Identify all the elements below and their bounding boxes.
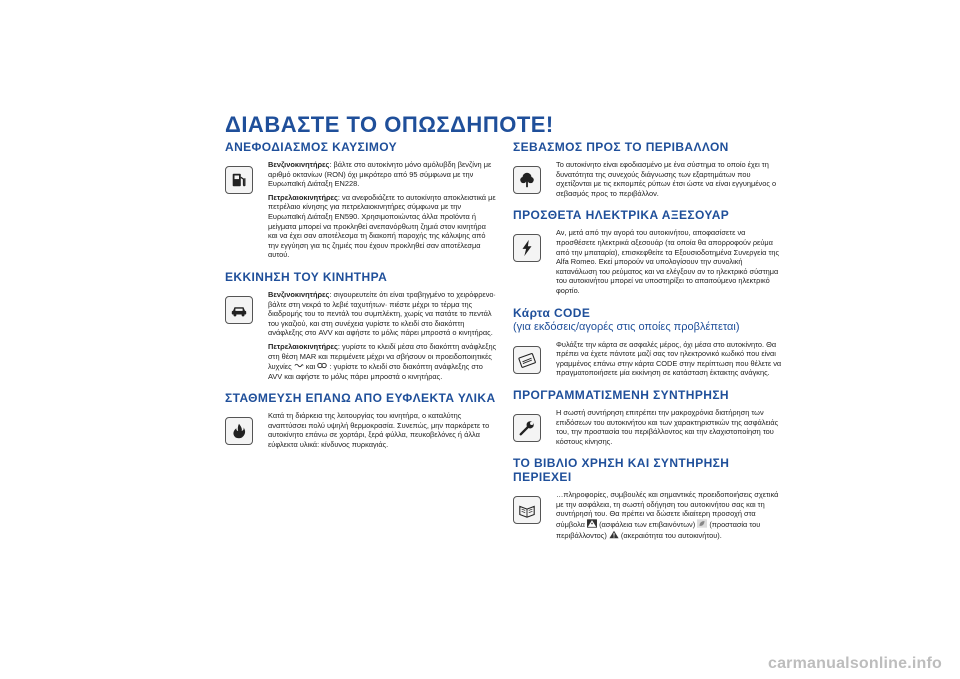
section-title-electrical: ΠΡΟΣΘΕΤΑ ΗΛΕΚΤΡΙΚΑ ΑΞΕΣΟΥΑΡ: [513, 208, 730, 223]
left-column: [225, 140, 497, 460]
fuel-petrol-label: Βενζινοκινητήρες: [268, 160, 330, 169]
environment-leaf-icon: [697, 519, 707, 528]
manual-text-d: (ακεραιότητα του αυτοκινήτου).: [620, 530, 722, 540]
section-manual: [513, 456, 785, 544]
start-diesel-text-a: : γυρίστε το κλειδί μέσα στο διακόπτη ανάφλεξης στη θέση MAR και περιμένετε μέχρι να σβήσουν οι προειδοποιητικές λυχνίες: [268, 341, 497, 372]
book-icon: [513, 496, 541, 524]
section-title-manual: ΤΟ ΒΙΒΛΙΟ ΧΡΗΣΗ ΚΑΙ ΣΥΝΤΗΡΗΣΗ ΠΕΡΙΕΧΕΙ: [513, 456, 730, 485]
environment-text: [556, 160, 785, 202]
flame-icon: [225, 417, 253, 445]
section-title-maintenance: ΠΡΟΓΡΑΜΜΑΤΙΣΜΕΝΗ ΣΥΝΤΗΡΗΣΗ: [513, 387, 729, 402]
section-title-parking: ΣΤΑΘΜΕΥΣΗ ΕΠΑΝΩ ΑΠΟ ΕΥΦΛΕΚΤΑ ΥΛΙΚΑ: [225, 391, 496, 406]
start-diesel-label: Πετρελαιοκινητήρες: [268, 341, 338, 351]
section-title-environment: ΣΕΒΑΣΜΟΣ ΠΡΟΣ ΤΟ ΠΕΡΙΒΑΛΛΟΝ: [513, 140, 729, 154]
maintenance-text: [556, 408, 785, 450]
manual-text-b: (ασφάλεια των επιβαινόντων): [599, 520, 696, 530]
right-column: [513, 140, 785, 550]
manual-text: [556, 490, 785, 544]
section-code: [513, 306, 785, 382]
glow-plug-icon: [294, 361, 304, 370]
start-diesel-text-b: : γυρίστε το κλειδί στο διακόπτη ανάφλεξης στο AVV και αφήστε το μόλις πάρει μπροστά ο κινητήρας.: [268, 362, 483, 381]
parking-text: [268, 411, 497, 453]
wrench-icon: [513, 414, 541, 442]
section-title-code: [513, 306, 785, 334]
warning-person-icon: [587, 519, 597, 528]
warning-lamp-icon: [317, 361, 327, 370]
section-parking: [225, 391, 497, 453]
electrical-paragraph: Αν, μετά από την αγορά του αυτοκινήτου, αποφασίσετε να προσθέσετε ηλεκτρικά αξεσουάρ (τα οποία θα απορροφούν ρεύμα από την μπαταρία), επισκεφθείτε τα Εξουσιοδοτημένα Συνεργεία της Alfa Romeo. Εκεί μπορούν να υπολογίσουν την συνολική κατανάλωση του ρεύματος και να ελέγξουν αν το ηλεκτρικό σύστημα του αυτοκινήτου μπορεί να υποστηρίξει το απαιτούμενο ηλεκτρικό φορτίο.: [556, 228, 780, 295]
parking-paragraph: Κατά τη διάρκεια της λειτουργίας του κινητήρα, ο καταλύτης αναπτύσσει πολύ υψηλή θερμοκρασία. Συνεπώς, μην παρκάρετε το αυτοκίνητο επάνω σε χορτάρι, ξερά φύλλα, πευκοβελόνες ή άλλα εύφλεκτα υλικά: κίνδυνος πυρκαγιάς.: [268, 411, 490, 450]
lightning-icon: [513, 234, 541, 262]
car-icon: [225, 296, 253, 324]
start-text: [268, 290, 497, 385]
page-title: ΔΙΑΒΑΣΤΕ ΤΟ ΟΠΩΣΔΗΠΟΤΕ!: [225, 112, 554, 137]
fuel-text: [268, 160, 497, 264]
fuel-pump-icon: [225, 166, 253, 194]
section-title-start: ΕΚΚΙΝΗΣΗ ΤΟΥ ΚΙΝΗΤΗΡΑ: [225, 269, 388, 284]
section-start: [225, 270, 497, 385]
environment-paragraph: Το αυτοκίνητο είναι εφοδιασμένο με ένα σύστημα το οποίο έχει τη δυνατότητα της συνεχούς διάγνωσης των εξαρτημάτων που σχετίζονται με τις εκπομπές ρύπων έτσι ώστε να είναι εγγυημένος ο σεβασμός προς το περιβάλλον.: [556, 160, 777, 198]
fuel-diesel-text: : να ανεφοδιάζετε το αυτοκίνητο αποκλειστικά με πετρέλαιο κίνησης για πετρελαιοκινητήρες σύμφωνα με την Ευρωπαϊκή Διάταξη EN590. Χρησιμοποιώντας άλλα προϊόντα ή μείγματα μπορεί να προκληθεί ανεπανόρθωτη ζημιά στον κινητήρα και να έχει σαν αποτέλεσμα τη διακοπή παροχής της κάλυψης από την εγγύηση για τις ζημιές που έχουν προκληθεί σαν αποτέλεσμα αυτού.: [268, 192, 496, 260]
code-card-icon: [513, 346, 541, 374]
start-petrol-label: Βενζινοκινητήρες: [268, 289, 330, 299]
section-electrical: [513, 208, 785, 299]
start-diesel-and: και: [305, 362, 316, 372]
maintenance-paragraph: Η σωστή συντήρηση επιτρέπει την μακροχρόνια διατήρηση των επιδόσεων του αυτοκινήτου και των χαρακτηριστικών της ασφάλειάς του, την προστασία του περιβάλλοντος και την ελαχιστοποίηση του κόστους κίνησης.: [556, 407, 779, 446]
warning-triangle-icon: [609, 530, 619, 539]
code-text: [556, 340, 785, 382]
fuel-petrol-text: : βάλτε στο αυτοκίνητο μόνο αμόλυβδη βενζίνη με αριθμό οκτανίων (RON) όχι μικρότερο από 95 σύμφωνα με την Ευρωπαϊκή Διάταξη EN228.: [268, 160, 492, 189]
code-subtitle: (για εκδόσεις/αγορές στις οποίες προβλέπεται): [513, 320, 740, 333]
section-environment: [513, 140, 785, 202]
fuel-diesel-label: Πετρελαιοκινητήρες: [268, 192, 338, 202]
code-paragraph: Φυλάξτε την κάρτα σε ασφαλές μέρος, όχι μέσα στο αυτοκίνητο. Θα πρέπει να έχετε πάντοτε μαζί σας τον ηλεκτρονικό κωδικό που είναι γραμμένος επάνω στην κάρτα CODE στην περίπτωση που θέλετε να πραγματοποιήσετε μία εκκίνηση σε κατάσταση έκτακτης ανάγκης.: [556, 339, 782, 378]
manual-text-c: (προστασία του περιβάλλοντος): [556, 520, 761, 540]
code-title: Κάρτα CODE: [513, 305, 591, 320]
tree-icon: [513, 166, 541, 194]
section-title-fuel: ΑΝΕΦΟΔΙΑΣΜΟΣ ΚΑΥΣΙΜΟΥ: [225, 140, 398, 154]
section-fuel: [225, 140, 497, 264]
section-maintenance: [513, 388, 785, 450]
manual-text-a: …πληροφορίες, συμβουλές και σημαντικές προειδοποιήσεις σχετικά με την ασφάλεια, τη σωστή οδήγηση του αυτοκινήτου σας και τη συντήρησή του. Θα πρέπει να δώσετε ιδιαίτερη προσοχή στα σύμβολα: [556, 490, 779, 530]
watermark: carmanualsonline.info: [767, 655, 942, 672]
start-petrol-text: : σιγουρευτείτε ότι είναι τραβηγμένο το χειρόφρενο· βάλτε στη νεκρά το λεβιέ ταχυτήτων· πιέστε μέχρι το τέρμα της διαδρομής του το πεντάλ του συμπλέκτη, χωρίς να πατάτε το πεντάλ του γκαζιού, και στη συνέχεια γυρίστε το κλειδί στο διακόπτη ανάφλεξης στο AVV και αφήστε το μόλις πάρει μπροστά ο κινητήρας.: [268, 289, 496, 338]
electrical-text: [556, 228, 785, 299]
